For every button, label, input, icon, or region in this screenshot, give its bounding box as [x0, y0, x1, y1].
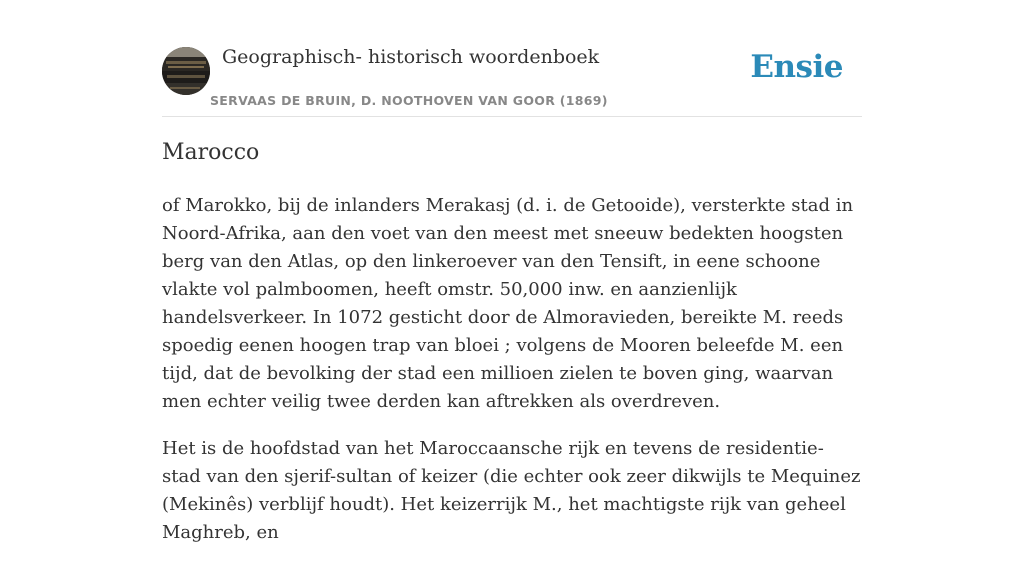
page-container: [162, 0, 862, 543]
book-cover-avatar[interactable]: [162, 47, 210, 95]
book-authors: SERVAAS DE BRUIN, D. NOOTHOVEN VAN GOOR (1869): [210, 93, 608, 108]
book-title[interactable]: Geographisch- historisch woordenboek: [222, 46, 600, 68]
entry-body: [162, 192, 862, 566]
entry-paragraph: of Marokko, bij de inlanders Merakasj (d. i. de Getooide), versterkte stad in Noord-Afrika, aan den voet van den meest met sneeuw bedekten hoogsten berg van den Atlas, op den linkeroever van den Tensift, in eene schoone vlakte vol palmboomen, heeft omstr. 50,000 inw. en aanzienlijk handelsverkeer. In 1072 gesticht door de Almoravieden, bereikte M. reeds spoedig eenen hoogen trap van bloei ; volgens de Mooren beleefde M. een tijd, dat de bevolking der stad een millioen zielen te boven ging, waarvan men echter veilig twee derden kan aftrekken als overdreven.: [162, 195, 854, 412]
book-header: [162, 0, 862, 117]
entry-paragraph: Het is de hoofdstad van het Maroccaansche rijk en tevens de residentie-stad van den sjerif-sultan of keizer (die echter ook zeer dikwijls te Mequinez (Mekinês) verblijf houdt). Het keizerrijk M., het machtigste rijk van geheel Maghreb, en: [162, 438, 861, 543]
entry-title: Marocco: [162, 140, 260, 165]
ensie-logo[interactable]: Ensie: [750, 49, 843, 85]
book-cover-icon: [162, 47, 210, 95]
